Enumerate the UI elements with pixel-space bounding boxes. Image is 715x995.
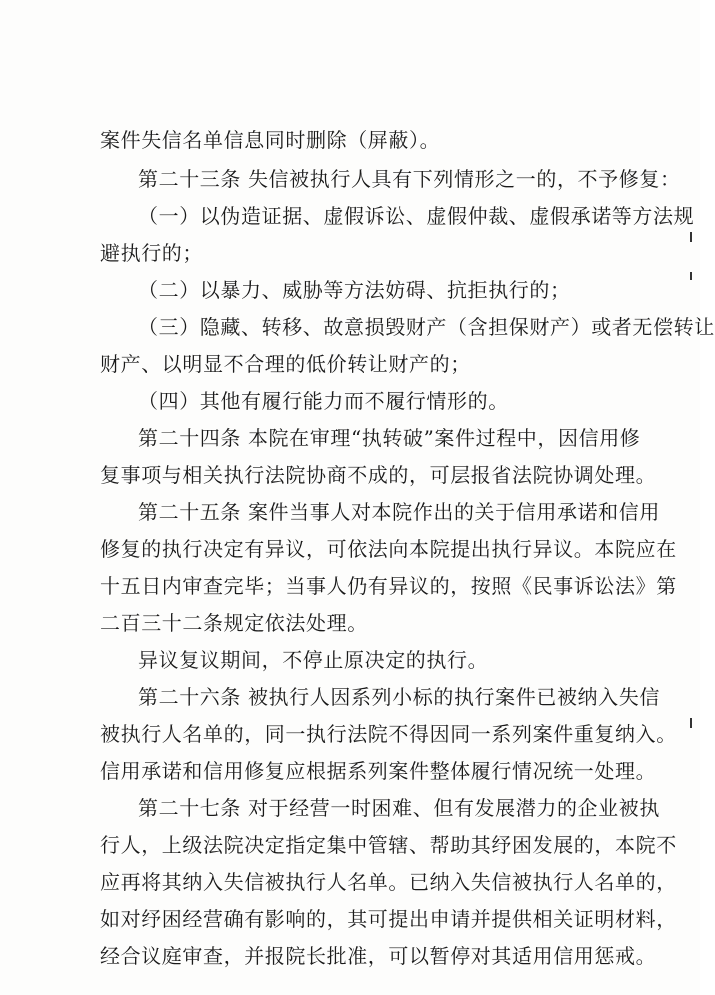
article-25-heading-line: 第二十五条 案件当事人对本院作出的关于信用承诺和信用 <box>138 500 660 524</box>
text-line: 十五日内审查完毕；当事人仍有异议的，按照《民事诉讼法》第 <box>100 574 677 598</box>
text-line: 修复的执行决定有异议，可依法向本院提出执行异议。本院应在 <box>100 537 677 561</box>
article-24-heading-line: 第二十四条 本院在审理“执转破”案件过程中，因信用修 <box>138 426 641 450</box>
text-line: 经合议庭审查，并报院长批准，可以暂停对其适用信用惩戒。 <box>100 944 657 968</box>
text-line: 二百三十二条规定依法处理。 <box>100 611 368 635</box>
text-line: 行人，上级法院决定指定集中管辖、帮助其纾困发展的，本院不 <box>100 833 677 857</box>
article-23-heading-line: 第二十三条 失信被执行人具有下列情形之一的，不予修复： <box>138 167 681 191</box>
text-line: 如对纾困经营确有影响的，其可提出申请并提供相关证明材料， <box>100 907 677 931</box>
text-line: 复事项与相关执行法院协商不成的，可层报省法院协调处理。 <box>100 463 657 487</box>
text-line: （三）隐藏、转移、故意损毁财产（含担保财产）或者无偿转让 <box>138 315 715 339</box>
article-26-heading-line: 第二十六条 被执行人因系列小标的执行案件已被纳入失信 <box>138 685 660 709</box>
scan-margin-mark <box>690 718 692 728</box>
text-line: 被执行人名单的，同一执行法院不得因同一系列案件重复纳入。 <box>100 722 677 746</box>
scan-margin-mark <box>690 232 692 242</box>
text-line: 避执行的； <box>100 241 203 265</box>
text-line: 财产、以明显不合理的低价转让财产的； <box>100 352 471 376</box>
text-line: 异议复议期间，不停止原决定的执行。 <box>138 648 489 672</box>
scan-margin-mark <box>690 272 692 280</box>
text-line: 信用承诺和信用修复应根据系列案件整体履行情况统一处理。 <box>100 759 657 783</box>
text-line: （一）以伪造证据、虚假诉讼、虚假仲裁、虚假承诺等方法规 <box>138 204 695 228</box>
text-line: （四）其他有履行能力而不履行情形的。 <box>138 389 509 413</box>
text-line: （二）以暴力、威胁等方法妨碍、抗拒执行的； <box>138 278 571 302</box>
text-line: 案件失信名单信息同时删除（屏蔽）。 <box>100 128 441 152</box>
article-27-heading-line: 第二十七条 对于经营一时困难、但有发展潜力的企业被执 <box>138 796 660 820</box>
text-line: 应再将其纳入失信被执行人名单。已纳入失信被执行人名单的， <box>100 870 677 894</box>
